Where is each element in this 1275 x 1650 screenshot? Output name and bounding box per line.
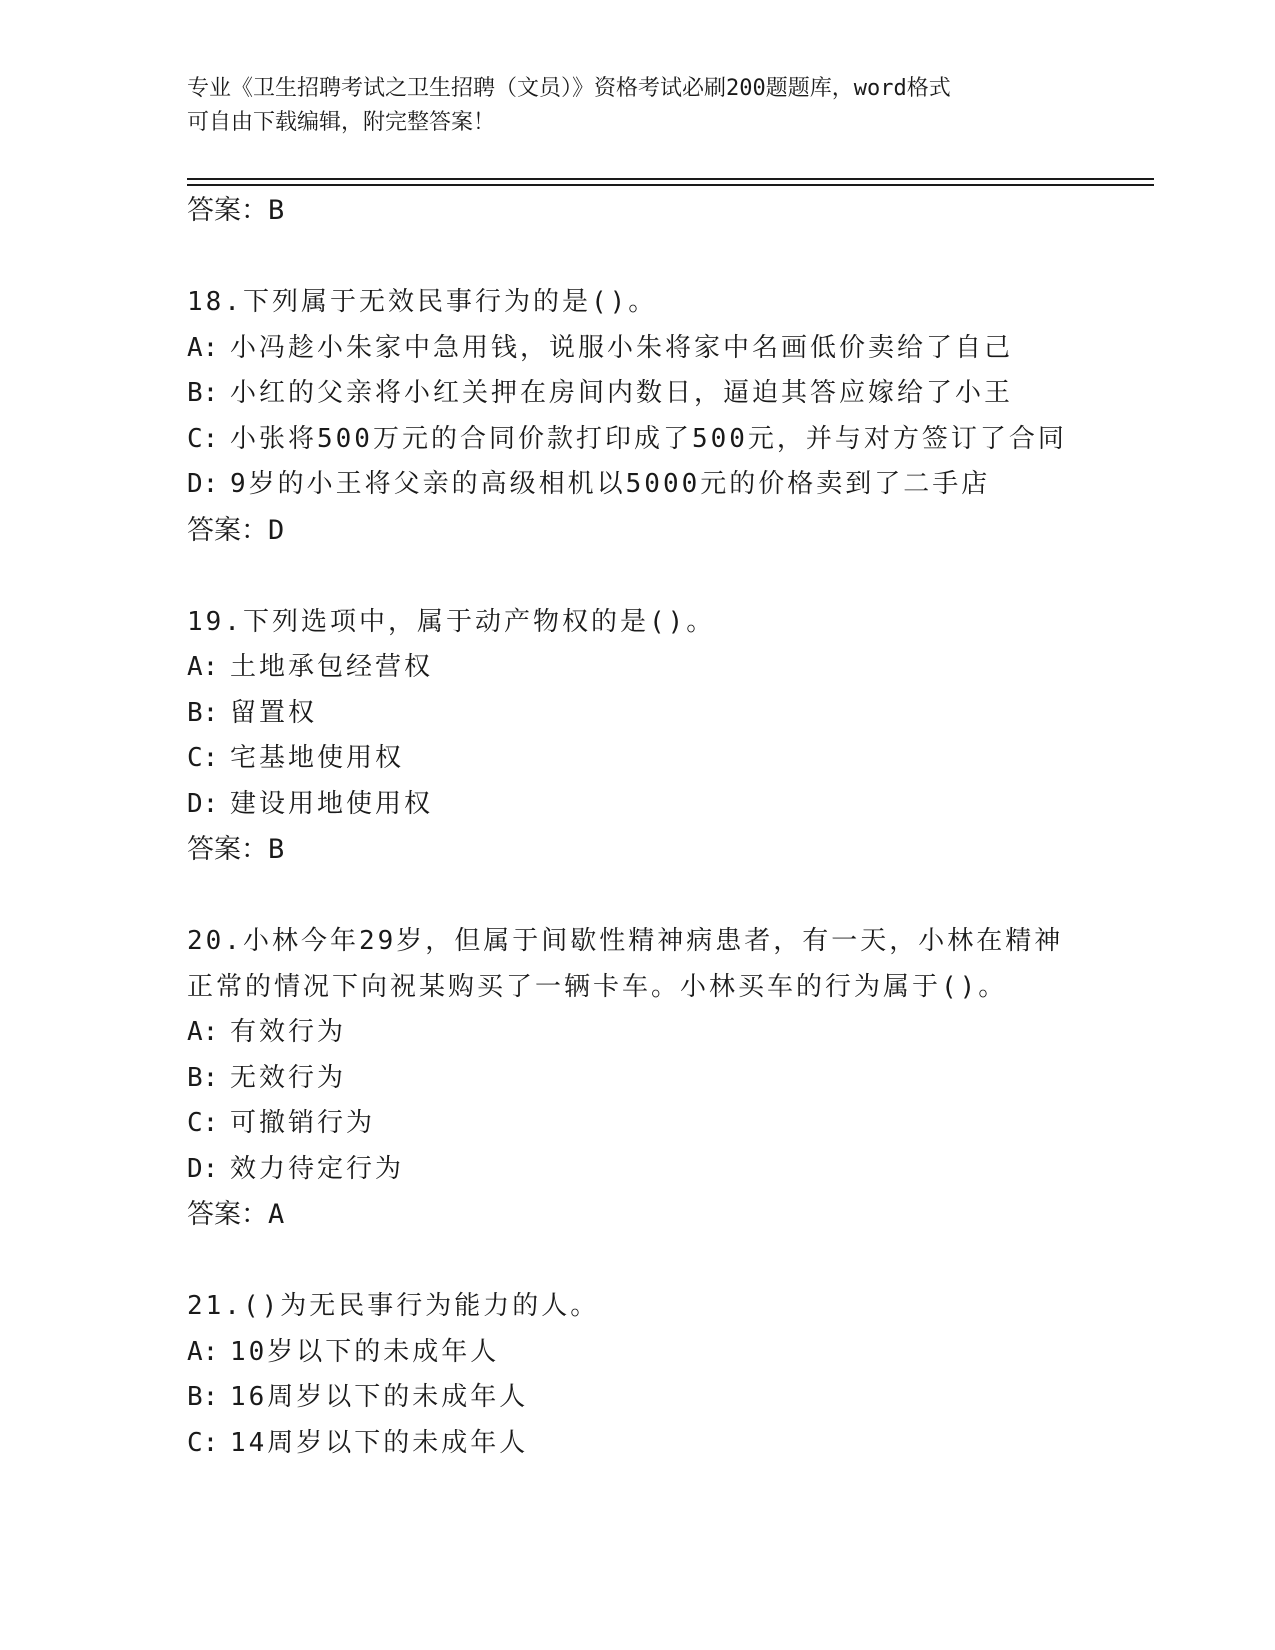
question-item [187,1284,1087,1466]
header-rule-bottom [187,184,1154,186]
option-a [187,645,1087,691]
question-stem-continued: 正常的情况下向祝某购买了一辆卡车。小林买车的行为属于()。 [187,971,1008,1002]
document-header [187,72,1087,140]
answer-line: 答案：B [187,834,285,865]
option-a [187,1330,1087,1376]
option-text: 无效行为 [230,1062,347,1093]
question-stem: 20.小林今年29岁，但属于间歇性精神病患者，有一天，小林在精神 [187,926,1064,956]
option-d [187,462,1087,508]
option-text: 宅基地使用权 [230,743,405,773]
option-c [187,1421,1087,1467]
option-c [187,1101,1087,1147]
option-label: A: [187,332,219,363]
option-b [187,1375,1087,1421]
question-stem: 21.()为无民事行为能力的人。 [187,1291,600,1321]
option-d [187,782,1087,828]
question-item [187,600,1087,874]
option-label: B: [187,697,219,728]
option-label: C: [187,743,219,773]
option-a [187,326,1087,372]
option-text: 效力待定行为 [230,1153,405,1184]
answer-line: 答案：A [187,1199,285,1230]
question-stem: 19.下列选项中，属于动产物权的是()。 [187,606,716,637]
option-text: 小红的父亲将小红关押在房间内数日，逼迫其答应嫁给了小王 [230,378,1014,408]
option-label: D: [187,469,219,499]
option-text: 16周岁以下的未成年人 [230,1382,529,1412]
option-b [187,691,1087,737]
option-b [187,371,1087,417]
option-b [187,1056,1087,1102]
option-label: C: [187,1427,219,1458]
header-line-2: 可自由下载编辑，附完整答案！ [187,110,496,135]
option-d [187,1147,1087,1193]
option-text: 有效行为 [230,1017,347,1047]
option-label: D: [187,1153,219,1184]
option-text: 小张将500万元的合同价款打印成了500元，并与对方签订了合同 [230,423,1067,454]
answer-line: 答案：B [187,195,285,226]
option-label: B: [187,1382,219,1412]
answer-line: 答案：D [187,514,285,546]
option-label: D: [187,788,219,819]
option-text: 可撤销行为 [230,1108,376,1138]
option-label: A: [187,652,219,682]
question-item [187,280,1087,554]
option-label: A: [187,1017,219,1047]
question-list [187,188,1087,1466]
option-label: C: [187,1108,219,1138]
question-stem: 18.下列属于无效民事行为的是()。 [187,287,658,317]
option-label: B: [187,1062,219,1093]
option-text: 留置权 [230,697,318,728]
option-label: C: [187,423,219,454]
option-text: 小冯趁小朱家中急用钱，说服小朱将家中名画低价卖给了自己 [230,332,1014,363]
header-rule-top [187,178,1154,180]
header-line-1: 专业《卫生招聘考试之卫生招聘（文员）》资格考试必刷200题题库，word格式 [187,76,951,101]
option-label: A: [187,1336,219,1367]
option-text: 10岁以下的未成年人 [230,1336,500,1367]
option-c [187,736,1087,782]
option-text: 9岁的小王将父亲的高级相机以5000元的价格卖到了二手店 [230,469,991,499]
option-text: 土地承包经营权 [230,652,434,682]
option-text: 建设用地使用权 [230,788,434,819]
option-a [187,1010,1087,1056]
option-label: B: [187,378,219,408]
question-item [187,919,1087,1238]
option-text: 14周岁以下的未成年人 [230,1427,529,1458]
option-c [187,417,1087,463]
